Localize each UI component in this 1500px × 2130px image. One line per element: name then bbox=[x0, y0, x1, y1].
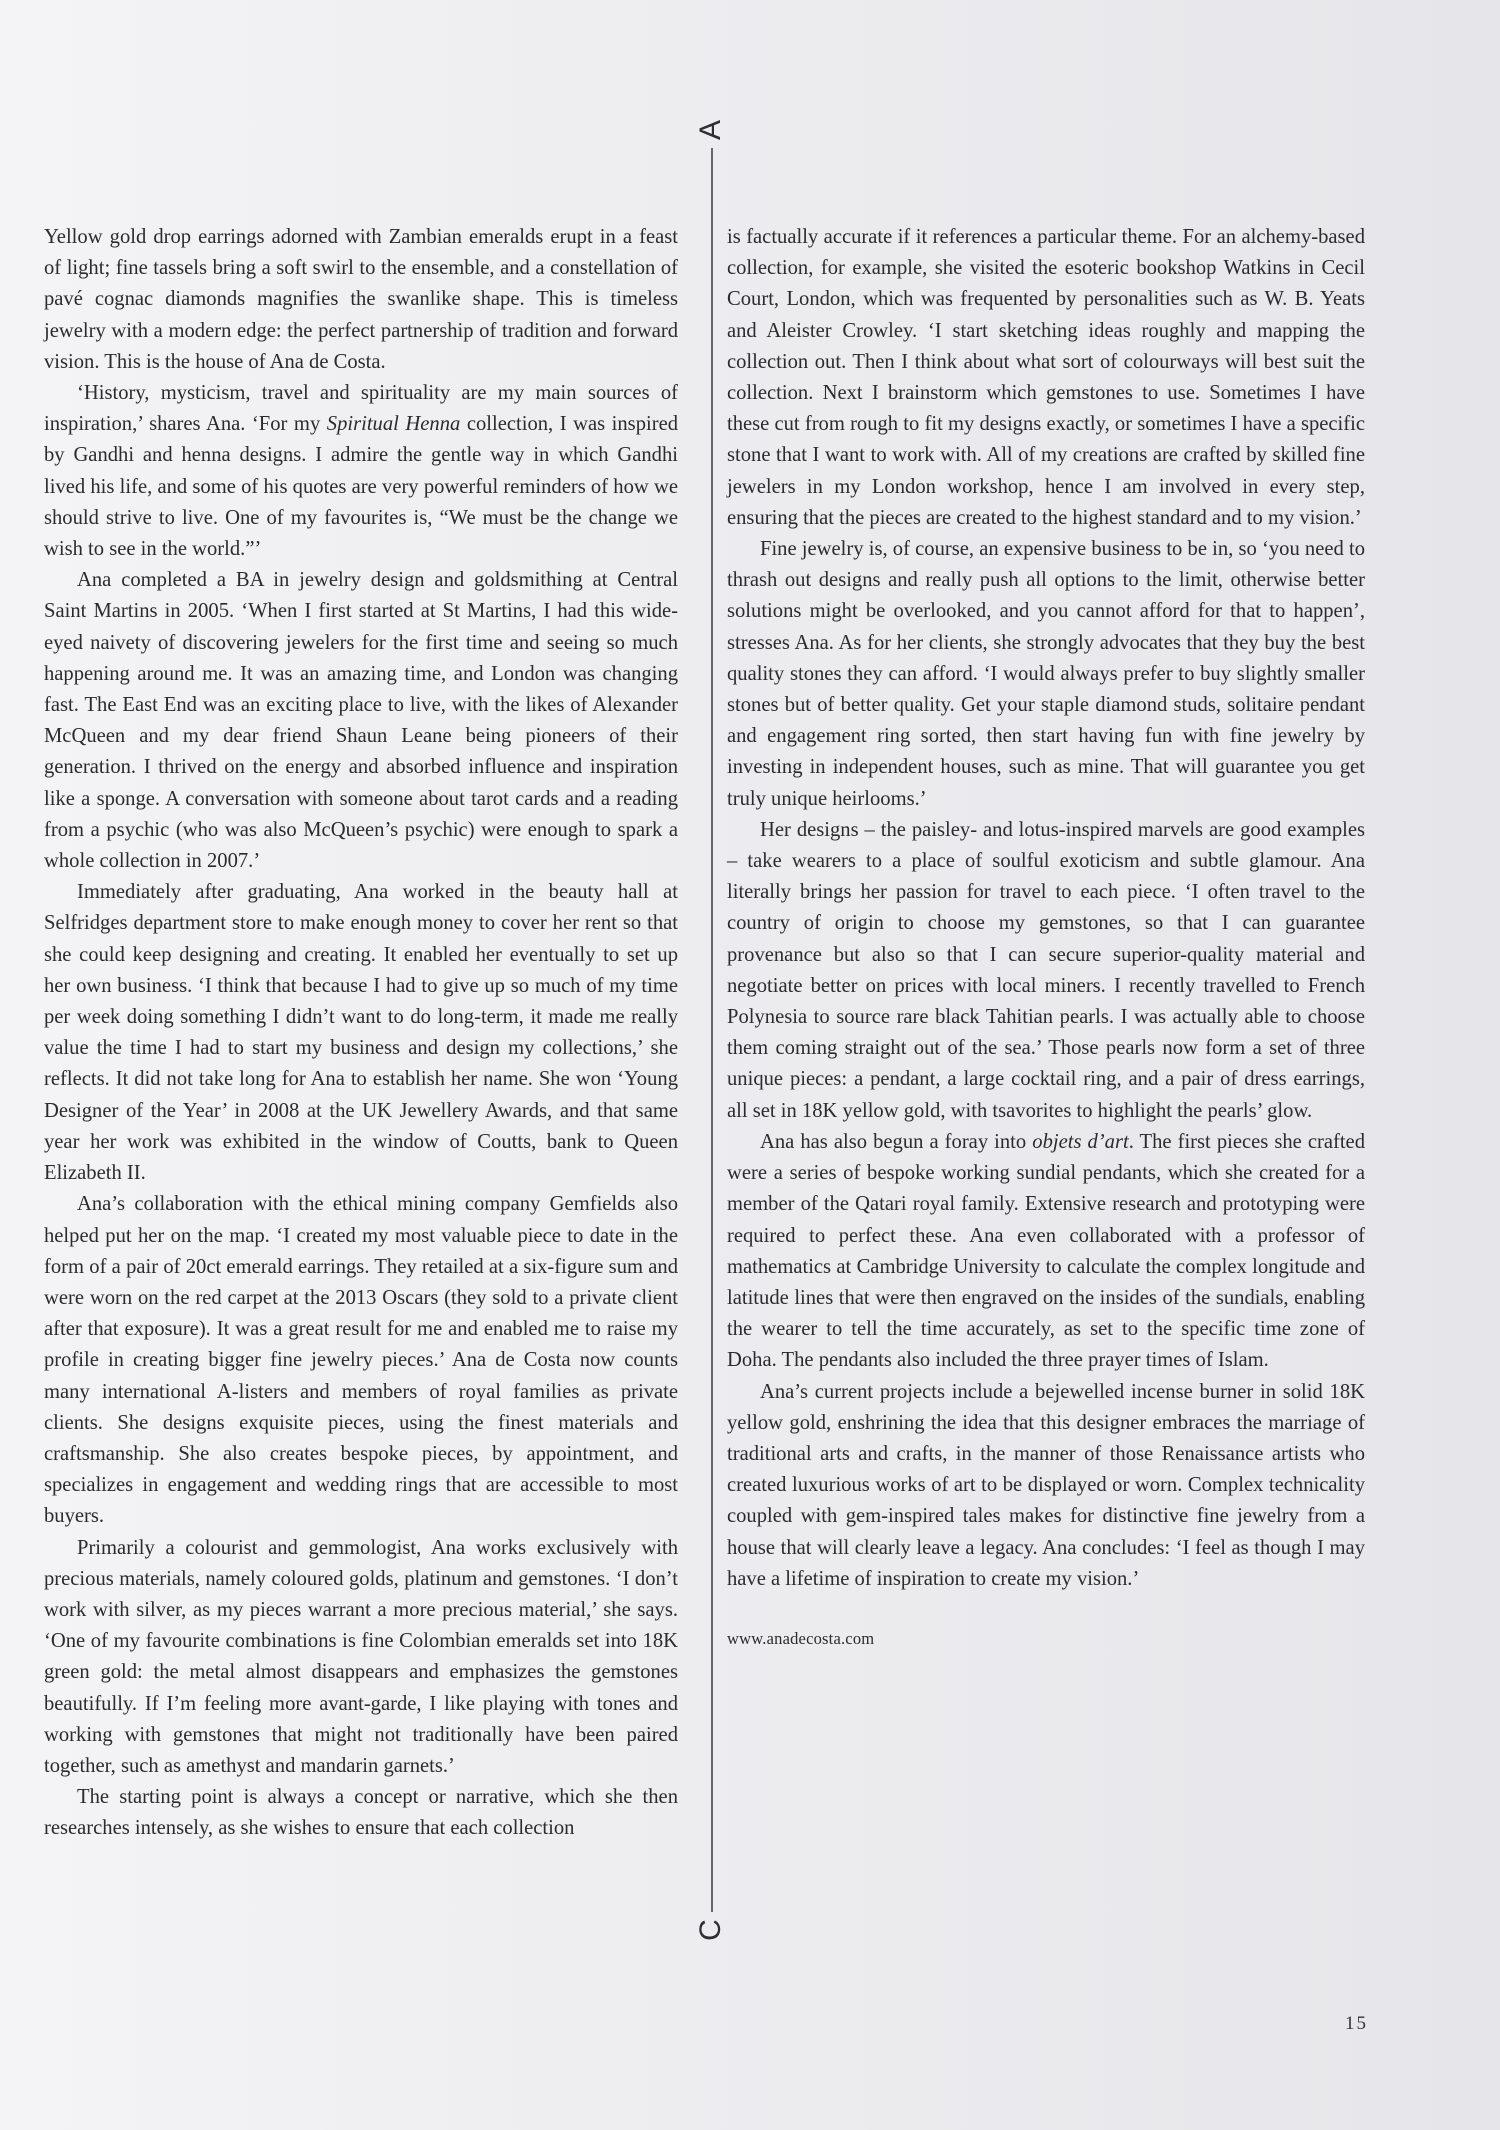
paragraph-text: collection, I was inspired by Gandhi and henna designs. I admire the gentle way in which Gandhi lived his life, and some of his quotes are very powerful reminders of how we should strive to live. One of my favourites is, “We must be the change we wish to see in the world.”’ bbox=[44, 413, 679, 561]
paragraph-early-career: Immediately after graduating, Ana worked in the beauty hall at Selfridges department store to make enough money to cover her rent so that she could keep designing and creating. It enabled her eventually to set up her own business. ‘I think that because I had to give up so much of my time per week doing something I didn’t want to do long-term, it made me really value the time I had to start my business and design my collections,’ she reflects. It did not take long for Ana to establish her name. She won ‘Young Designer of the Year’ in 2008 at the UK Jewellery Awards, and that same year her work was exhibited in the window of Coutts, bank to Queen Elizabeth II. bbox=[44, 881, 678, 1185]
paragraph-text: . The first pieces she crafted were a series of bespoke working sundial pendants, which she created for a member of the Qatari royal family. Extensive research and prototyping were required to perfect these. Ana even collaborated with a professor of mathematics at Cambridge University to calculate the complex longitude and latitude lines that were then engraved on the insides of the sundials, enabling the wearer to tell the time accurately, as set to the specific time zone of Doha. The pendants also included the three prayer times of Islam. bbox=[727, 1130, 1365, 1372]
divider-top-letter: A bbox=[693, 119, 727, 141]
objets-dart-term: objets d’art bbox=[1032, 1130, 1129, 1153]
page-number: 15 bbox=[1345, 2013, 1368, 2034]
collection-name: Spiritual Henna bbox=[326, 413, 461, 436]
paragraph-inspiration bbox=[44, 378, 678, 565]
website-url: www.anadecosta.com bbox=[727, 1628, 875, 1648]
paragraph-business: Fine jewelry is, of course, an expensive business to be in, so ‘you need to thrash out designs and really push all options to the limit, otherwise better solutions might be overlooked, and you cannot afford for that to happen’, stresses Ana. As for her clients, she strongly advocates that they buy the best quality stones they can afford. ‘I would always prefer to buy slightly smaller stones but of better quality. Get your staple diamond studs, solitaire pendant and engagement ring sorted, then start having fun with fine jewelry by investing in independent houses, such as mine. That will guarantee you get truly unique heirlooms.’ bbox=[727, 538, 1365, 810]
paragraph-gemfields: Ana’s collaboration with the ethical mining company Gemfields also helped put her on the map. ‘I created my most valuable piece to date in the form of a pair of 20ct emerald earrings. They retailed at a six-figure sum and were worn on the red carpet at the 2013 Oscars (they sold to a private client after that exposure). It was a great result for me and enabled me to raise my profile in creating bigger fine jewelry pieces.’ Ana de Costa now counts many international A-listers and members of royal families as private clients. She designs exquisite pieces, using the finest materials and craftsmanship. She also creates bespoke pieces, by appointment, and specializes in engagement and wedding rings that are accessible to most buyers. bbox=[44, 1193, 678, 1528]
divider-bottom-letter: C bbox=[693, 1919, 727, 1941]
article-column-left bbox=[44, 222, 678, 1845]
paragraph-research: is factually accurate if it references a particular theme. For an alchemy-based collection, for example, she visited the esoteric bookshop Watkins in Cecil Court, London, which was frequented by personalities such as W. B. Yeats and Aleister Crowley. ‘I start sketching ideas roughly and mapping the collection out. Then I think about what sort of colourways will best suit the collection. Next I brainstorm which gemstones to use. Sometimes I have these cut from rough to fit my designs exactly, or sometimes I have a specific stone that I want to work with. All of my creations are crafted by skilled fine jewelers in my London workshop, hence I am involved in every step, ensuring that the pieces are created to the highest standard and to my vision.’ bbox=[727, 226, 1365, 529]
paragraph-text: ‘History, mysticism, travel and spirituality are my main sources of inspiration,’ shares Ana. ‘For my bbox=[44, 382, 678, 436]
paragraph-designs: Her designs – the paisley- and lotus-inspired marvels are good examples – take wearers to a place of soulful exoticism and subtle glamour. Ana literally brings her passion for travel to each piece. ‘I often travel to the country of origin to choose my gemstones, so that I can guarantee provenance but also so that I can secure superior-quality material and negotiate better on prices with local miners. I recently travelled to French Polynesia to source rare black Tahitian pearls. I was actually able to choose them coming straight out of the sea.’ Those pearls now form a set of three unique pieces: a pendant, a large cocktail ring, and a pair of dress earrings, all set in 18K yellow gold, with tsavorites to highlight the pearls’ glow. bbox=[727, 818, 1365, 1122]
column-divider-ornament bbox=[693, 104, 727, 1954]
paragraph-starting-point: The starting point is always a concept or narrative, which she then researches intensely, as she wishes to ensure that each collection bbox=[44, 1786, 678, 1840]
article-column-right bbox=[727, 222, 1365, 1654]
paragraph-objets-dart bbox=[727, 1127, 1365, 1377]
paragraph-colourist: Primarily a colourist and gemmologist, Ana works exclusively with precious materials, namely coloured golds, platinum and gemstones. ‘I don’t work with silver, as my pieces warrant a more precious material,’ she says. ‘One of my favourite combinations is fine Colombian emeralds set into 18K green gold: the metal almost disappears and emphasizes the gemstones beautifully. If I’m feeling more avant-garde, I like playing with tones and working with gemstones that might not traditionally have been paired together, such as amethyst and mandarin garnets.’ bbox=[44, 1536, 678, 1777]
paragraph-current-projects: Ana’s current projects include a bejewelled incense burner in solid 18K yellow gold, enshrining the idea that this designer embraces the marriage of traditional arts and crafts, in the manner of those Renaissance artists who created luxurious works of art to be displayed or worn. Complex technicality coupled with gem-inspired tales makes for distinctive fine jewelry from a house that will clearly leave a legacy. Ana concludes: ‘I feel as though I may have a lifetime of inspiration to create my vision.’ bbox=[727, 1380, 1365, 1590]
paragraph-education: Ana completed a BA in jewelry design and goldsmithing at Central Saint Martins in 2005. ‘When I first started at St Martins, I had this wide-eyed naivety of discovering jewelers for the first time and seeing so much happening around me. It was an amazing time, and London was changing fast. The East End was an exciting place to live, with the likes of Alexander McQueen and my dear friend Shaun Leane being pioneers of their generation. I thrived on the energy and absorbed influence and inspiration like a sponge. A conversation with someone about tarot cards and a reading from a psychic (who was also McQueen’s psychic) were enough to spark a whole collection in 2007.’ bbox=[44, 569, 678, 873]
paragraph-intro: Yellow gold drop earrings adorned with Zambian emeralds erupt in a feast of light; fine tassels bring a soft swirl to the ensemble, and a constellation of pavé cognac diamonds magnifies the swanlike shape. This is timeless jewelry with a modern edge: the perfect partnership of tradition and forward vision. This is the house of Ana de Costa. bbox=[44, 226, 678, 373]
paragraph-text: Ana has also begun a foray into bbox=[760, 1130, 1033, 1153]
